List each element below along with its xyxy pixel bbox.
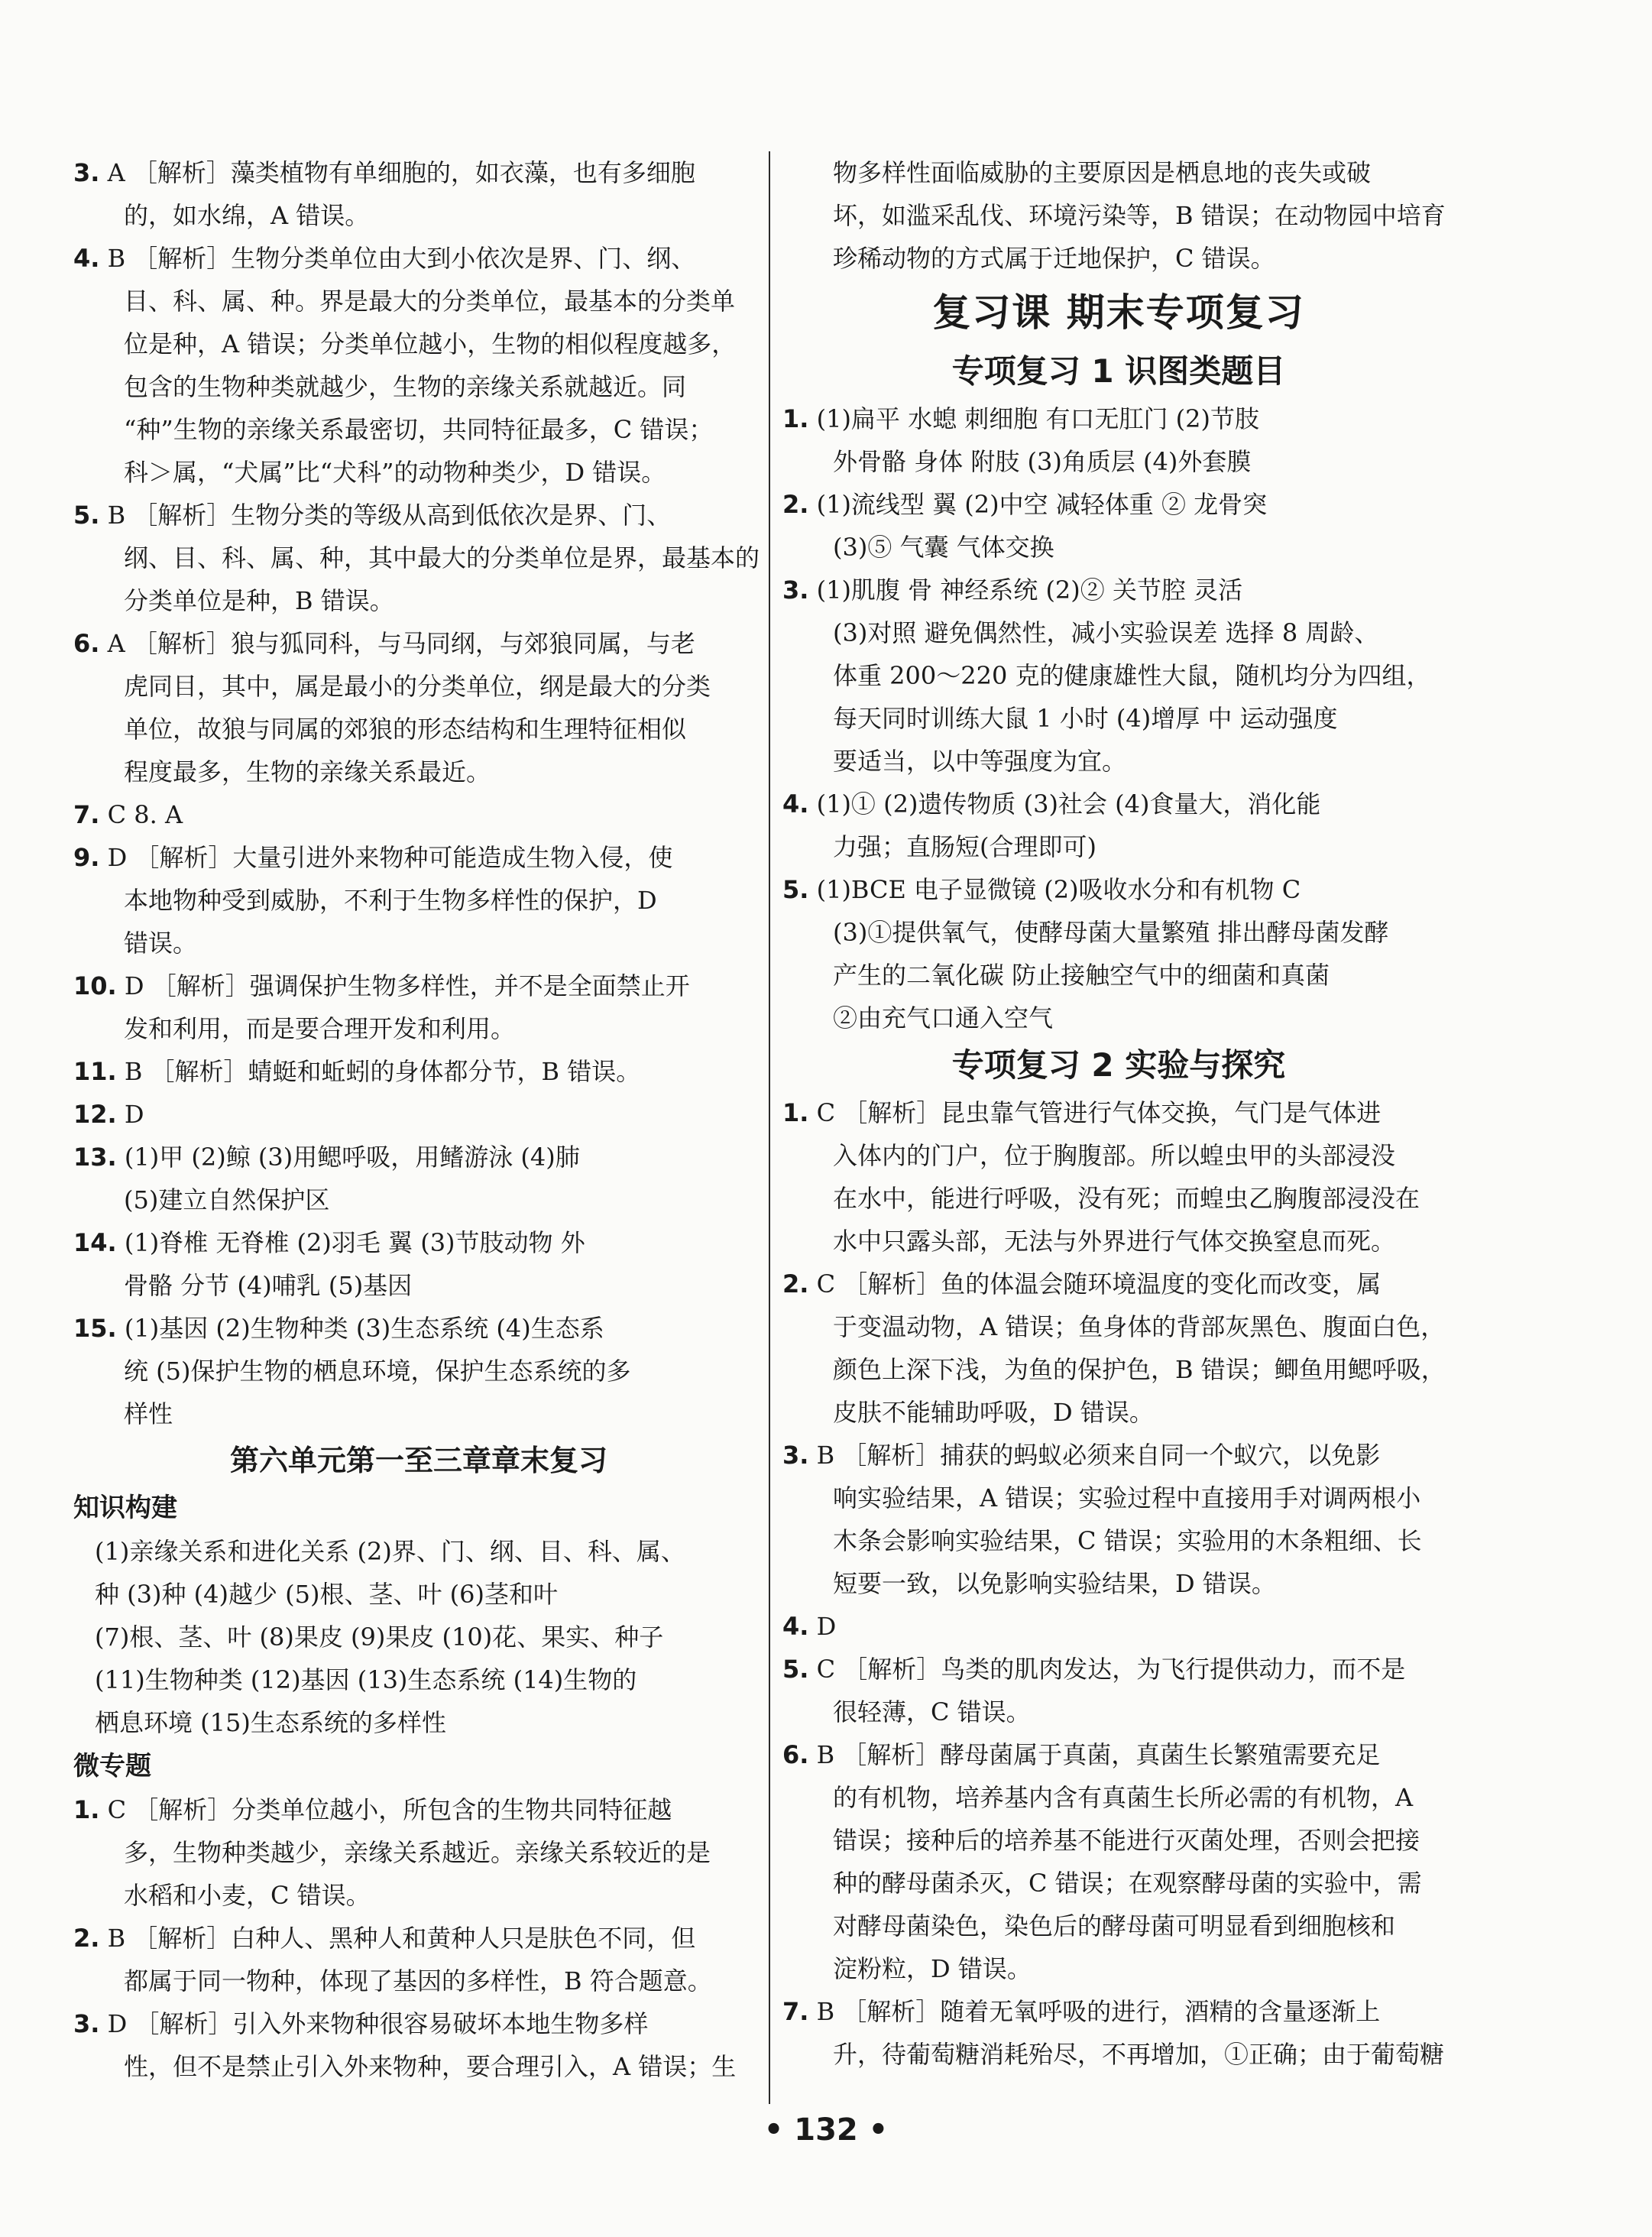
knowledge-line: (11)生物种类 (12)基因 (13)生态系统 (14)生物的 — [95, 1665, 637, 1694]
continuation-line: 体重 200～220 克的健康雄性大鼠，随机均分为四组， — [833, 661, 1431, 690]
continuation-line: 升，待葡萄糖消耗殆尽，不再增加，①正确；由于葡萄糖 — [833, 2040, 1445, 2069]
item-number: 3. — [73, 2009, 100, 2038]
continuation-line: 水稻和小麦，C 错误。 — [124, 1881, 371, 1910]
item-number: 12. — [73, 1100, 117, 1129]
answer-item-line — [73, 793, 764, 836]
sub-heading: 知识构建 — [73, 1493, 177, 1523]
answer-item-line — [782, 569, 1455, 611]
continuation-line: 每天同时训练大鼠 1 小时 (4)增厚 中 运动强度 — [833, 704, 1338, 733]
item-number: 3. — [782, 575, 809, 605]
item-text: D ［解析］大量引进外来物种可能造成生物入侵，使 — [99, 843, 673, 872]
answer-item-line — [73, 1307, 764, 1350]
continuation-line: 对酵母菌染色，染色后的酵母菌可明显看到细胞核和 — [833, 1911, 1396, 1940]
continuation-line: (5)建立自然保护区 — [124, 1185, 330, 1214]
continuation-line: 珍稀动物的方式属于迁地保护，C 错误。 — [833, 244, 1275, 273]
item-text: (1)流线型 翼 (2)中空 减轻体重 ② 龙骨突 — [808, 490, 1268, 519]
item-text: B ［解析］蜻蜓和蚯蚓的身体都分节，B 错误。 — [116, 1057, 641, 1086]
item-text: C ［解析］分类单位越小，所包含的生物共同特征越 — [99, 1795, 672, 1824]
continuation-line: 力强；直肠短(合理即可) — [833, 832, 1096, 861]
answer-item-line — [73, 1788, 764, 1831]
item-number: 4. — [782, 1612, 809, 1641]
continuation-line: 纲、目、科、属、种，其中最大的分类单位是界，最基本的 — [124, 543, 760, 572]
continuation-line: (3)⑤ 气囊 气体交换 — [833, 533, 1054, 562]
answer-item-line — [73, 1917, 764, 1960]
item-text: (1)脊椎 无脊椎 (2)羽毛 翼 (3)节肢动物 外 — [116, 1228, 585, 1257]
item-number: 10. — [73, 971, 117, 1000]
continuation-line: 位是种，A 错误；分类单位越小，生物的相似程度越多， — [124, 329, 737, 358]
page-number: • 132 • — [763, 2112, 889, 2148]
item-number: 7. — [782, 1997, 809, 2026]
item-number: 1. — [782, 1098, 809, 1127]
item-text: (1)基因 (2)生物种类 (3)生态系统 (4)生态系 — [116, 1314, 604, 1343]
item-text: A ［解析］藻类植物有单细胞的，如衣藻，也有多细胞 — [99, 158, 695, 187]
continuation-line: 目、科、属、种。界是最大的分类单位，最基本的分类单 — [124, 287, 736, 316]
section-heading: 专项复习 2 实验与探究 — [951, 1046, 1286, 1084]
item-text: C 8. A — [99, 800, 183, 829]
continuation-line: (3)对照 避免偶然性，减小实验误差 选择 8 周龄、 — [833, 618, 1379, 647]
item-number: 4. — [73, 244, 100, 273]
continuation-line: 响实验结果，A 错误；实验过程中直接用手对调两根小 — [833, 1483, 1421, 1512]
knowledge-line: (7)根、茎、叶 (8)果皮 (9)果皮 (10)花、果实、种子 — [95, 1623, 664, 1652]
continuation-line: 要适当，以中等强度为宜。 — [833, 747, 1127, 776]
item-text: B ［解析］生物分类单位由大到小依次是界、门、纲、 — [99, 244, 696, 273]
item-text: B ［解析］随着无氧呼吸的进行，酒精的含量逐渐上 — [808, 1997, 1381, 2026]
continuation-line: 性，但不是禁止引入外来物种，要合理引入，A 错误；生 — [124, 2052, 737, 2081]
continuation-line: 种的酵母菌杀灭，C 错误；在观察酵母菌的实验中，需 — [833, 1869, 1422, 1898]
item-text: D ［解析］引入外来物种很容易破坏本地生物多样 — [99, 2009, 649, 2038]
item-number: 7. — [73, 800, 100, 829]
item-number: 6. — [73, 629, 100, 658]
continuation-line: “种”生物的亲缘关系最密切，共同特征最多，C 错误； — [124, 415, 714, 444]
item-number: 5. — [782, 1655, 809, 1684]
answer-item-line — [73, 965, 764, 1007]
item-number: 11. — [73, 1057, 117, 1086]
item-number: 1. — [782, 404, 809, 433]
item-text: (1)甲 (2)鲸 (3)用鳃呼吸，用鳍游泳 (4)肺 — [116, 1143, 580, 1172]
continuation-line: 短要一致，以免影响实验结果，D 错误。 — [833, 1569, 1276, 1598]
continuation-line: 于变温动物，A 错误；鱼身体的背部灰黑色、腹面白色， — [833, 1312, 1446, 1341]
continuation-line: 发和利用，而是要合理开发和利用。 — [124, 1014, 516, 1043]
item-text: (1)BCE 电子显微镜 (2)吸收水分和有机物 C — [808, 875, 1301, 904]
item-text: B ［解析］捕获的蚂蚁必须来自同一个蚁穴，以免影 — [808, 1441, 1381, 1470]
continuation-line: 本地物种受到威胁，不利于生物多样性的保护，D — [124, 886, 657, 915]
continuation-line: 都属于同一物种，体现了基因的多样性，B 符合题意。 — [124, 1966, 712, 1995]
continuation-line: 皮肤不能辅助呼吸，D 错误。 — [833, 1398, 1154, 1427]
continuation-line: 水中只露头部，无法与外界进行气体交换窒息而死。 — [833, 1227, 1396, 1256]
answer-item-line — [73, 836, 764, 879]
item-number: 6. — [782, 1740, 809, 1769]
answer-item-line — [782, 1605, 1455, 1648]
item-text: B ［解析］生物分类的等级从高到低依次是界、门、 — [99, 501, 672, 530]
item-text: C ［解析］昆虫靠气管进行气体交换，气门是气体进 — [808, 1098, 1382, 1127]
item-number: 3. — [782, 1441, 809, 1470]
continuation-line: 包含的生物种类就越少，生物的亲缘关系就越近。同 — [124, 372, 687, 401]
answer-item-line — [73, 494, 764, 537]
item-number: 5. — [73, 501, 100, 530]
answer-item-line — [782, 1434, 1455, 1477]
left-column — [73, 151, 764, 2088]
continuation-line: 物多样性面临威胁的主要原因是栖息地的丧失或破 — [833, 158, 1372, 187]
item-text: (1)① (2)遗传物质 (3)社会 (4)食量大，消化能 — [808, 789, 1321, 819]
answer-item-line — [73, 1221, 764, 1264]
answer-item-line — [73, 1050, 764, 1093]
item-text: B ［解析］白种人、黑种人和黄种人只是肤色不同，但 — [99, 1924, 696, 1953]
continuation-line: ②由充气口通入空气 — [833, 1003, 1054, 1033]
continuation-line: 颜色上深下浅，为鱼的保护色，B 错误；鲫鱼用鳃呼吸， — [833, 1355, 1446, 1384]
continuation-line: 错误；接种后的培养基不能进行灭菌处理，否则会把接 — [833, 1826, 1420, 1855]
section-heading: 专项复习 1 识图类题目 — [951, 352, 1286, 390]
continuation-line: 坏，如滥采乱伐、环境污染等，B 错误；在动物园中培育 — [833, 201, 1446, 230]
continuation-line: 在水中，能进行呼吸，没有死；而蝗虫乙胸腹部浸没在 — [833, 1184, 1420, 1213]
continuation-line: 外骨骼 身体 附肢 (3)角质层 (4)外套膜 — [833, 447, 1252, 476]
item-text: (1)扁平 水螅 刺细胞 有口无肛门 (2)节肢 — [808, 404, 1259, 433]
item-text: A ［解析］狼与狐同科，与马同纲，与郊狼同属，与老 — [99, 629, 695, 658]
answer-item-line — [782, 1648, 1455, 1691]
right-column — [782, 151, 1455, 2076]
item-number: 15. — [73, 1314, 117, 1343]
continuation-line: 多，生物种类越少，亲缘关系越近。亲缘关系较近的是 — [124, 1838, 711, 1867]
answer-item-line — [782, 868, 1455, 911]
continuation-line: 产生的二氧化碳 防止接触空气中的细菌和真菌 — [833, 961, 1330, 990]
continuation-line: 科＞属，“犬属”比“犬科”的动物种类少，D 错误。 — [124, 458, 666, 487]
item-text: D ［解析］强调保护生物多样性，并不是全面禁止开 — [116, 971, 690, 1000]
answer-item-line — [782, 1733, 1455, 1776]
item-text: (1)肌腹 骨 神经系统 (2)② 关节腔 灵活 — [808, 575, 1243, 605]
item-text: C ［解析］鸟类的肌肉发达，为飞行提供动力，而不是 — [808, 1655, 1406, 1684]
continuation-line: 单位，故狼与同属的郊狼的形态结构和生理特征相似 — [124, 715, 687, 744]
continuation-line: 虎同目，其中，属是最小的分类单位，纲是最大的分类 — [124, 672, 711, 701]
item-number: 1. — [73, 1795, 100, 1824]
item-number: 2. — [782, 490, 809, 519]
item-number: 2. — [73, 1924, 100, 1953]
item-number: 3. — [73, 158, 100, 187]
continuation-line: 的有机物，培养基内含有真菌生长所必需的有机物，A — [833, 1783, 1414, 1812]
continuation-line: 的，如水绵，A 错误。 — [124, 201, 370, 230]
continuation-line: (3)①提供氧气，使酵母菌大量繁殖 排出酵母菌发酵 — [833, 918, 1389, 947]
answer-item-line — [73, 622, 764, 665]
answer-item-line — [782, 397, 1455, 440]
item-text: D — [116, 1100, 144, 1129]
continuation-line: 入体内的门户，位于胸腹部。所以蝗虫甲的头部浸没 — [833, 1141, 1396, 1170]
item-number: 2. — [782, 1269, 809, 1298]
item-number: 5. — [782, 875, 809, 904]
column-divider — [769, 151, 770, 2104]
continuation-line: 木条会影响实验结果，C 错误；实验用的木条粗细、长 — [833, 1526, 1422, 1555]
continuation-line: 错误。 — [124, 929, 198, 958]
continuation-line: 很轻薄，C 错误。 — [833, 1697, 1031, 1726]
continuation-line: 统 (5)保护生物的栖息环境，保护生态系统的多 — [124, 1357, 631, 1386]
answer-item-line — [73, 1093, 764, 1136]
continuation-line: 分类单位是种，B 错误。 — [124, 586, 394, 615]
answer-item-line — [782, 483, 1455, 526]
answer-item-line — [73, 1136, 764, 1178]
continuation-line: 程度最多，生物的亲缘关系最近。 — [124, 757, 491, 786]
knowledge-line: (1)亲缘关系和进化关系 (2)界、门、纲、目、科、属、 — [95, 1537, 685, 1566]
item-number: 13. — [73, 1143, 117, 1172]
knowledge-line: 栖息环境 (15)生态系统的多样性 — [95, 1708, 446, 1737]
answer-item-line — [782, 783, 1455, 825]
main-heading: 复习课 期末专项复习 — [932, 290, 1305, 335]
item-number: 9. — [73, 843, 100, 872]
continuation-line: 骨骼 分节 (4)哺乳 (5)基因 — [124, 1271, 413, 1300]
answer-item-line — [73, 237, 764, 280]
answer-item-line — [73, 151, 764, 194]
item-text: D — [808, 1612, 837, 1641]
item-text: C ［解析］鱼的体温会随环境温度的变化而改变，属 — [808, 1269, 1382, 1298]
knowledge-line: 种 (3)种 (4)越少 (5)根、茎、叶 (6)茎和叶 — [95, 1580, 559, 1609]
item-number: 14. — [73, 1228, 117, 1257]
continuation-line: 样性 — [124, 1399, 173, 1428]
answer-item-line — [782, 1990, 1455, 2033]
continuation-line: 淀粉粒，D 错误。 — [833, 1954, 1032, 1983]
answer-item-line — [782, 1091, 1455, 1134]
item-number: 4. — [782, 789, 809, 819]
item-text: B ［解析］酵母菌属于真菌，真菌生长繁殖需要充足 — [808, 1740, 1381, 1769]
answer-item-line — [73, 2002, 764, 2045]
answer-item-line — [782, 1263, 1455, 1305]
sub-heading: 微专题 — [73, 1751, 151, 1781]
unit-heading: 第六单元第一至三章章末复习 — [229, 1444, 607, 1477]
